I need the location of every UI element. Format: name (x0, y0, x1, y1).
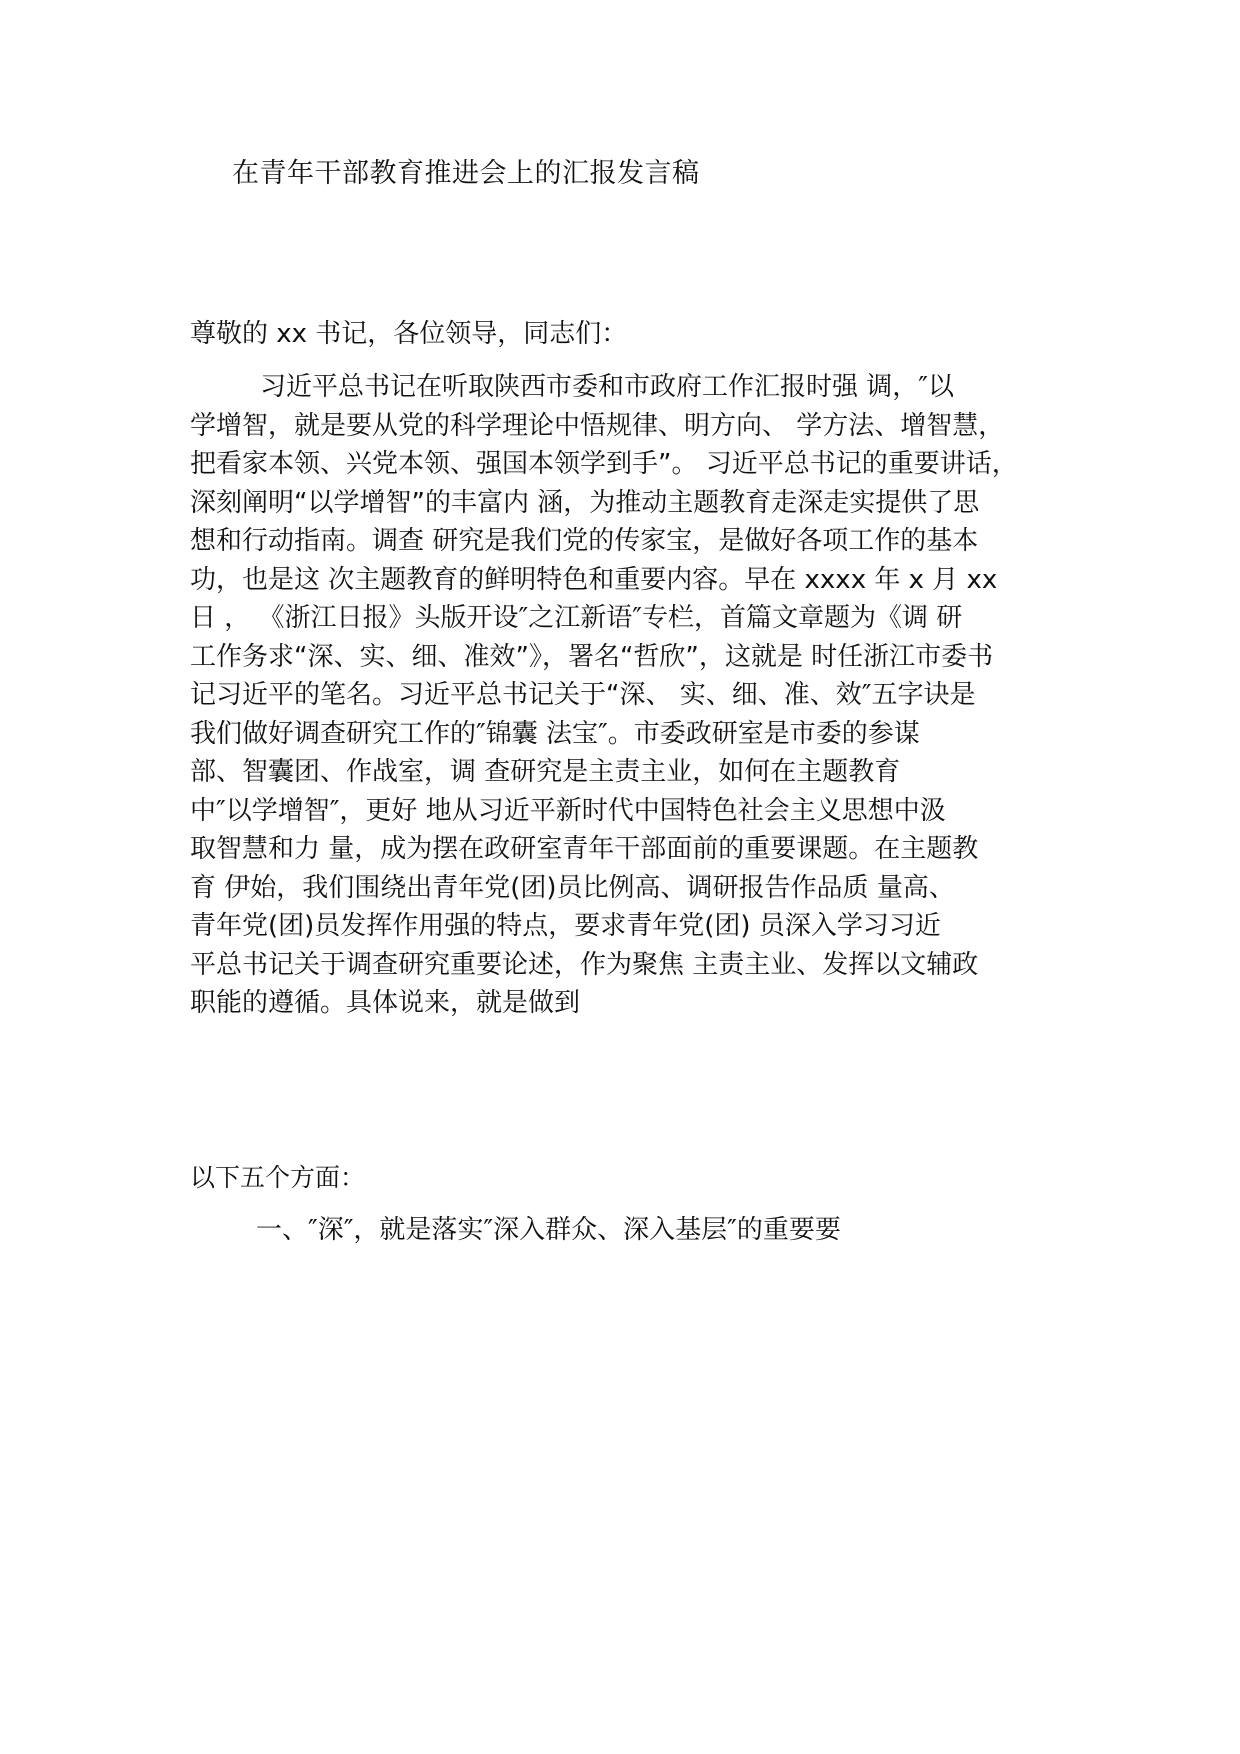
paragraph-line: 育 伊始，我们围绕出青年党(团)员比例高、调研报告作品质 量高、 (190, 872, 955, 903)
paragraph-line: 把看家本领、兴党本领、强国本领学到手”。 习近平总书记的重要讲话， (190, 449, 1018, 479)
section-heading-1: 一、″深″，就是落实″深入群众、深入基层″的重要要 (256, 1215, 841, 1245)
paragraph-line: 我们做好调查研究工作的″锦囊 法宝″。市委政研室是市委的参谋 (190, 718, 920, 749)
paragraph-line: 学增智，就是要从党的科学理论中悟规律、明方向、 学方法、增智慧， (190, 410, 1005, 441)
paragraph-line: 功，也是这 次主题教育的鲜明特色和重要内容。早在 xxxx 年 x 月 xx (190, 564, 998, 595)
paragraph-line: 习近平总书记在听取陕西市委和市政府工作汇报时强 调，″以 (260, 372, 954, 402)
paragraph-line: 平总书记关于调查研究重要论述，作为聚焦 主责主业、发挥以文辅政 (190, 949, 979, 980)
document-title: 在青年干部教育推进会上的汇报发言稿 (232, 158, 700, 189)
paragraph-line: 日 ， 《浙江日报》头版开设″之江新语″专栏，首篇文章题为《调 研 (190, 603, 963, 633)
paragraph-line: 职能的遵循。具体说来，就是做到 (190, 988, 581, 1018)
subheading: 以下五个方面： (190, 1163, 366, 1192)
paragraph-line: 中″以学增智″，更好 地从习近平新时代中国特色社会主义思想中汲 (190, 795, 946, 826)
body-paragraph (190, 368, 1050, 1023)
paragraph-line: 部、智囊团、作战室，调 查研究是主责主业，如何在主题教育 (190, 757, 901, 787)
paragraph-line: 工作务求“深、实、细、准效”》，署名“哲欣”，这就是 时任浙江市委书 (190, 641, 994, 672)
paragraph-line: 青年党(团)员发挥作用强的特点，要求青年党(团) 员深入学习习近 (190, 911, 941, 941)
paragraph-line: 深刻阐明“以学增智”的丰富内 涵，为推动主题教育走深走实提供了思 (190, 487, 980, 518)
paragraph-line: 想和行动指南。调查 研究是我们党的传家宝，是做好各项工作的基本 (190, 526, 979, 556)
paragraph-line: 取智慧和力 量，成为摆在政研室青年干部面前的重要课题。在主题教 (190, 834, 979, 864)
paragraph-line: 记习近平的笔名。习近平总书记关于“深、 实、细、准、效″五字诀是 (190, 680, 976, 710)
salutation: 尊敬的 xx 书记，各位领导，同志们： (190, 319, 628, 349)
